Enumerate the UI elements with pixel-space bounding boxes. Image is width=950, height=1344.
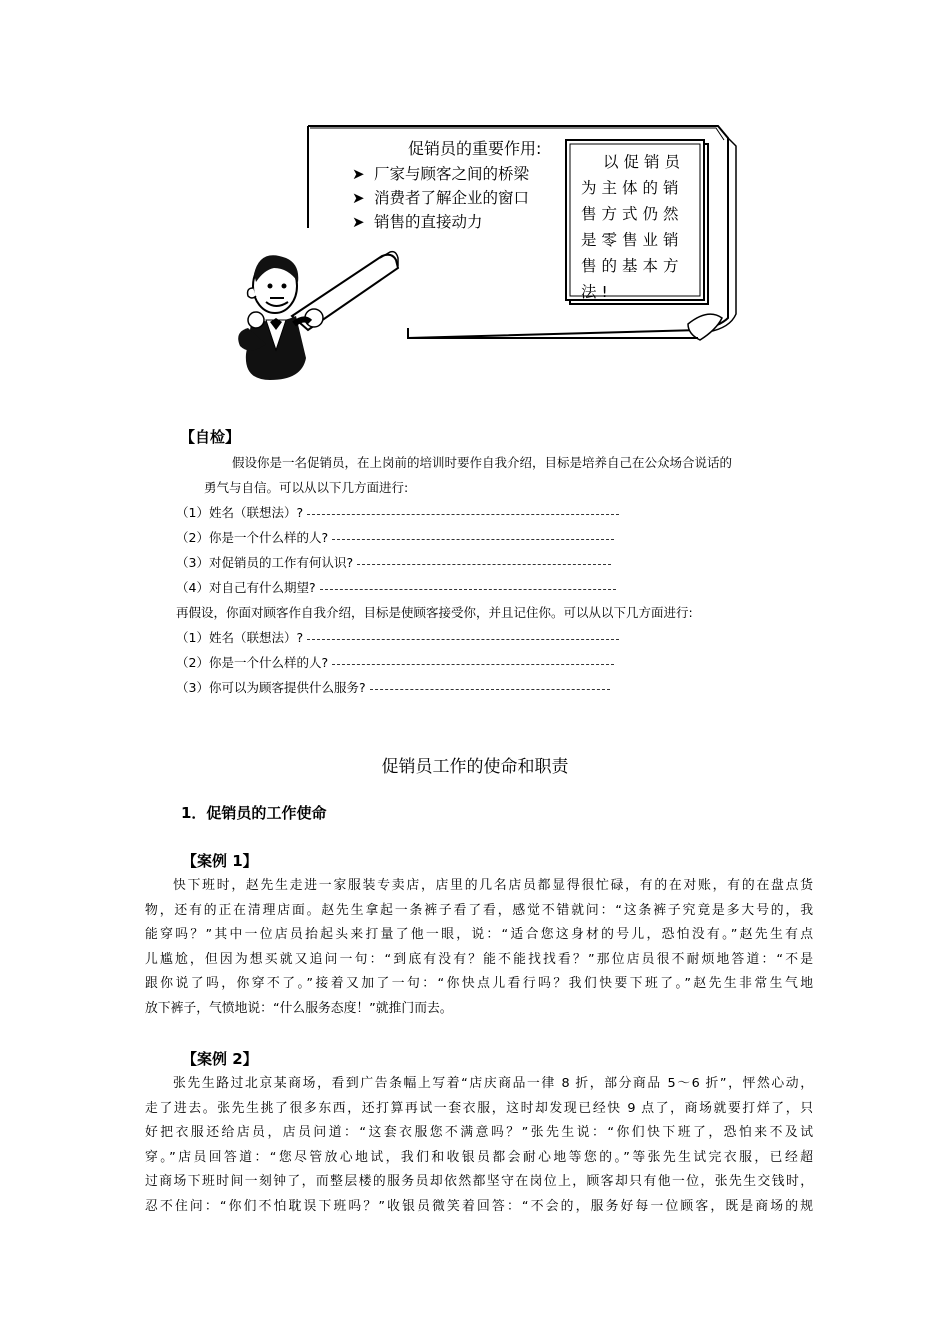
paragraph-line: 过商场下班时间一刻钟了，而整层楼的服务员却依然都坚守在岗位上，顾客却只有他一位，张先生交钱时，: [145, 1174, 813, 1189]
case2-paragraph: [145, 1072, 813, 1219]
illustration-box-text: 以促销员为主体的销售方式仍然是零售业销售的基本方法!: [581, 153, 686, 301]
arrow-right-icon: ➤: [352, 213, 365, 231]
case2-heading: 【案例 2】: [182, 1050, 258, 1068]
question-text: （3）对促销员的工作有何认识?: [176, 555, 354, 570]
question-item: [176, 678, 610, 696]
chapter-title: 促销员工作的使命和职责: [381, 757, 569, 777]
illustration-bullet: [352, 186, 529, 208]
question-text: （1）姓名（联想法）?: [176, 630, 304, 645]
question-item: [176, 528, 614, 546]
question-text: （1）姓名（联想法）?: [176, 505, 304, 520]
bullet-text: 消费者了解企业的窗口: [374, 189, 530, 207]
self-check-intro-line2: 勇气与自信。可以从以下几方面进行:: [204, 480, 409, 495]
self-check-intro-line1: 假设你是一名促销员，在上岗前的培训时要作自我介绍，目标是培养自己在公众场合说话的: [232, 455, 733, 470]
question-item: [176, 628, 619, 646]
paragraph-line: 能穿吗？”其中一位店员抬起头来打量了他一眼，说：“适合您这身材的号儿，恐怕没有。”赵先生有点: [145, 927, 813, 942]
question-text: （4）对自己有什么期望?: [176, 580, 316, 595]
section-title: 1．促销员的工作使命: [181, 804, 327, 822]
bullet-text: 厂家与顾客之间的桥梁: [374, 165, 530, 183]
question-item: [176, 578, 616, 596]
self-check-intro2: 再假设，你面对顾客作自我介绍，目标是使顾客接受你，并且记住你。可以从以下几方面进行:: [176, 605, 693, 620]
paragraph-line: 跟你说了吗，你穿不了。”接着又加了一句：“你快点儿看行吗？我们快要下班了。”赵先生非常生气地: [145, 976, 813, 991]
paragraph-line: 放下裤子，气愤地说：“什么服务态度！”就推门而去。: [145, 1000, 453, 1016]
paragraph-line: 张先生路过北京某商场，看到广告条幅上写着“店庆商品一律 8 折，部分商品 5～6 折”，怦然心动，: [173, 1076, 813, 1091]
question-text: （2）你是一个什么样的人?: [176, 655, 329, 670]
paragraph-line: 好把衣服还给店员，店员问道：“这套衣服您不满意吗？”张先生说：“你们快下班了，恐怕来不及试: [145, 1125, 813, 1140]
answer-line[interactable]: [320, 588, 616, 590]
bullet-text: 销售的直接动力: [374, 213, 483, 231]
question-item: [176, 503, 619, 521]
answer-line[interactable]: [370, 688, 610, 690]
answer-line[interactable]: [332, 538, 614, 540]
paragraph-line: 儿尴尬，但因为想买就又追问一句：“到底有没有？能不能找找看？”那位店员很不耐烦地答道：“不是: [145, 951, 813, 967]
question-text: （2）你是一个什么样的人?: [176, 530, 329, 545]
paragraph-line: 忍不住问：“你们不怕耽误下班吗？”收银员微笑着回答：“不会的，服务好每一位顾客，既是商场的规: [145, 1198, 813, 1214]
self-check-heading: 【自检】: [180, 428, 241, 446]
paragraph-line: 走了进去。张先生挑了很多东西，还打算再试一套衣服，这时却发现已经快 9 点了，商场就要打烊了，只: [145, 1100, 813, 1116]
answer-line[interactable]: [332, 663, 614, 665]
answer-line[interactable]: [307, 638, 619, 640]
arrow-right-icon: ➤: [352, 189, 365, 207]
illustration-title: 促销员的重要作用:: [408, 139, 542, 158]
question-text: （3）你可以为顾客提供什么服务?: [176, 680, 366, 695]
question-item: [176, 553, 611, 571]
arrow-right-icon: ➤: [352, 165, 365, 183]
question-item: [176, 653, 614, 671]
paragraph-line: 物，还有的正在清理店面。赵先生拿起一条裤子看了看，感觉不错就问：“这条裤子究竟是多大号的，我: [145, 902, 813, 918]
paragraph-line: 穿。”店员回答道：“您尽管放心地试，我们和收银员都会耐心地等您的。”等张先生试完衣服，已经超: [145, 1149, 813, 1165]
answer-line[interactable]: [357, 563, 611, 565]
answer-line[interactable]: [307, 513, 619, 515]
illustration-bullet: [352, 162, 529, 184]
case1-paragraph: [145, 874, 813, 1021]
case1-heading: 【案例 1】: [182, 852, 258, 870]
illustration-bullet: [352, 210, 483, 232]
paragraph-line: 快下班时，赵先生走进一家服装专卖店，店里的几名店员都显得很忙碌，有的在对账，有的在盘点货: [173, 878, 813, 893]
